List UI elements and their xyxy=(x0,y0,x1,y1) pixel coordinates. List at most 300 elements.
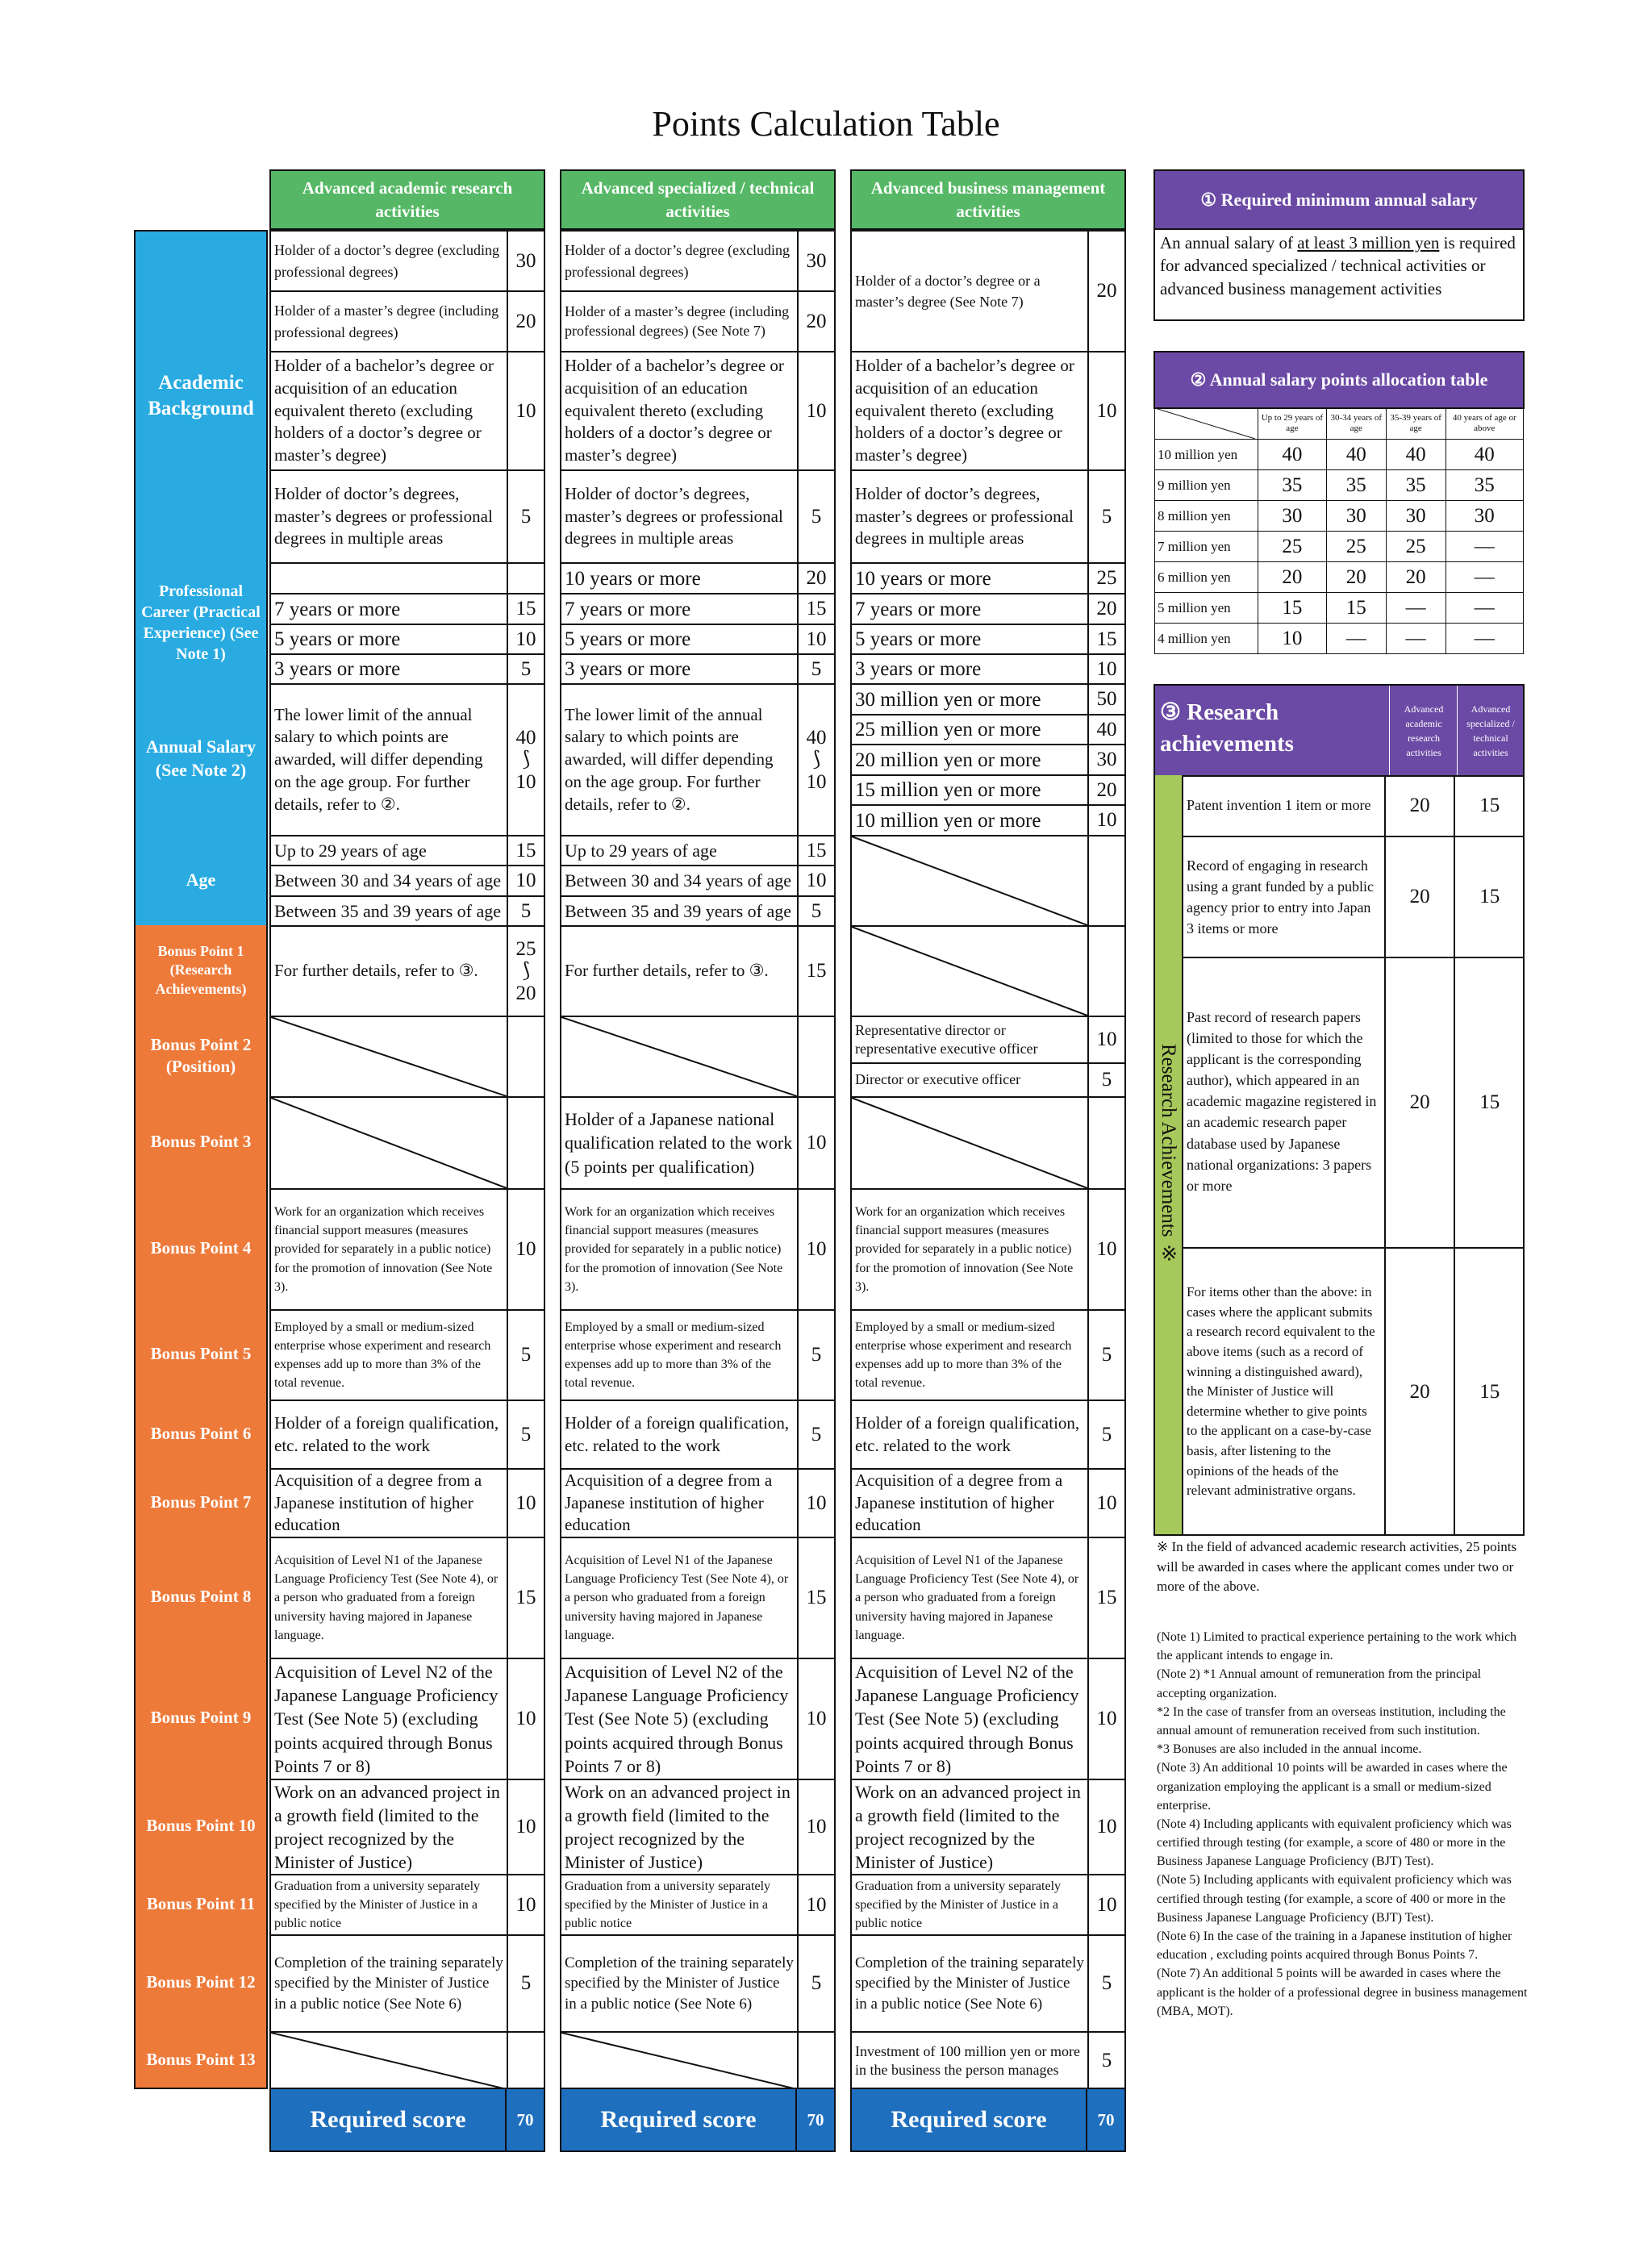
cell-points xyxy=(1087,1098,1124,1188)
empty-cell xyxy=(561,1017,797,1096)
category-bonus-6: Bonus Point 6 xyxy=(134,1400,268,1468)
cell-points: 10 xyxy=(1087,1190,1124,1309)
cell-points: 10 xyxy=(797,1190,834,1309)
age-header: 30-34 years of age xyxy=(1326,408,1386,440)
note: (Note 4) Including applicants with equivalent proficiency which was certified through testing (for example, a score of 480 or more in the Business Japanese Language Proficiency (BJT) Test). xyxy=(1157,1817,1512,1869)
cell-points xyxy=(1087,927,1124,1016)
salary-label: 8 million yen xyxy=(1155,501,1258,532)
cell-points: 10 xyxy=(797,1780,834,1874)
cell-text: Completion of the training separately specified by the Minister of Justice in a public notice (See Note 6) xyxy=(274,1954,503,2013)
research-row xyxy=(1183,957,1524,1247)
cell-points: 40 xyxy=(1087,715,1124,744)
salary-table-row xyxy=(1155,470,1524,501)
table-row xyxy=(561,925,834,1016)
note: (Note 1) Limited to practical experience pertaining to the work which the applicant intends to engage in. xyxy=(1157,1630,1517,1663)
salary-label: 9 million yen xyxy=(1155,470,1258,501)
cell-points: 15 xyxy=(797,594,834,624)
salary-allocation-table xyxy=(1154,407,1524,654)
category-salary: Annual Salary (See Note 2) xyxy=(134,683,268,835)
table-row xyxy=(271,2031,544,2089)
table-row xyxy=(561,351,834,469)
cell-points xyxy=(507,1098,544,1188)
salary-points: — xyxy=(1326,624,1386,654)
salary-points: 30 xyxy=(1446,501,1523,532)
table-row xyxy=(852,653,1124,683)
salary-points: 35 xyxy=(1386,470,1446,501)
cell-points: 10 xyxy=(797,1470,834,1537)
required-score-value: 70 xyxy=(1086,2089,1124,2150)
salary-points: 15 xyxy=(1258,593,1327,624)
cell-text: Up to 29 years of age xyxy=(565,840,717,861)
category-bonus-7: Bonus Point 7 xyxy=(134,1468,268,1537)
cell-points: 15 xyxy=(507,836,544,865)
cell-points: 10 xyxy=(1087,1659,1124,1779)
table-row xyxy=(561,895,834,925)
note: (Note 7) An additional 5 points will be awarded in cases where the applicant is the holder of a professional degree in business management (MBA, MOT). xyxy=(1157,1967,1528,2018)
cell-text: Investment of 100 million yen or more in the business the person manages xyxy=(855,2042,1080,2078)
cell-points: 30 xyxy=(1087,745,1124,774)
salary-points: — xyxy=(1446,532,1523,562)
required-score-academic xyxy=(269,2088,545,2152)
cell-text: Director or executive officer xyxy=(855,1071,1021,1088)
table-row xyxy=(271,1309,544,1400)
table-row xyxy=(852,925,1124,1016)
box2-header: ② Annual salary points allocation table xyxy=(1153,351,1525,409)
salary-table-row xyxy=(1155,624,1524,654)
cell-text: For further details, refer to ③. xyxy=(565,961,769,981)
cell-points: 5 xyxy=(507,655,544,683)
range-tilde: ⟆ xyxy=(812,749,820,771)
salary-points: — xyxy=(1446,562,1523,593)
table-row xyxy=(561,835,834,865)
cell-points: 5 xyxy=(507,471,544,562)
research-row xyxy=(1183,1247,1524,1535)
cell-points: 10 xyxy=(507,352,544,469)
table-row xyxy=(271,562,544,593)
cell-points xyxy=(507,564,544,593)
table-row xyxy=(852,1016,1124,1062)
table-row xyxy=(852,351,1124,469)
cell-text: Acquisition of Level N2 of the Japanese Language Proficiency Test (See Note 5) (excluding points acquired through Bonus Points 7 or 8) xyxy=(565,1662,789,1776)
cell-points: 10 xyxy=(1087,655,1124,683)
cell-text: Acquisition of a degree from a Japanese institution of higher education xyxy=(565,1470,773,1535)
cell-points xyxy=(507,2033,544,2089)
cell-points xyxy=(1087,836,1124,925)
cell-points: 15 xyxy=(507,594,544,624)
cell-points: 10 xyxy=(507,866,544,895)
cell-points: 10 xyxy=(1087,1017,1124,1062)
points-max: 40 xyxy=(806,726,827,749)
table-row xyxy=(561,2031,834,2089)
required-score-value: 70 xyxy=(505,2089,544,2150)
table-row xyxy=(271,624,544,653)
table-row xyxy=(271,351,544,469)
required-score-label: Required score xyxy=(310,2106,466,2133)
cell-points: 5 xyxy=(1087,1311,1124,1400)
cell-text: 10 million yen or more xyxy=(855,809,1041,832)
cell-text: Work for an organization which receives financial support measures (measures provided for separately in a public notice) for the promotion of innovation (See Note 3). xyxy=(274,1205,493,1294)
empty-cell xyxy=(271,2033,507,2089)
cell-points: 5 xyxy=(507,1936,544,2031)
table-row xyxy=(271,865,544,895)
salary-label: 4 million yen xyxy=(1155,624,1258,654)
salary-points: — xyxy=(1386,624,1446,654)
table-row xyxy=(852,804,1124,835)
table-row xyxy=(561,1096,834,1188)
table-row xyxy=(852,1400,1124,1468)
table-row xyxy=(852,714,1124,744)
cell-points: 10 xyxy=(507,1470,544,1537)
cell-text: Employed by a small or medium-sized enterprise whose experiment and research expenses add up to more than 3% of the total revenue. xyxy=(274,1320,491,1391)
table-row xyxy=(561,290,834,351)
cell-text: Acquisition of Level N1 of the Japanese Language Proficiency Test (See Note 4), or a person who graduated from a foreign university having majored in Japanese language. xyxy=(855,1554,1079,1642)
cell-text: 10 years or more xyxy=(855,567,991,590)
cell-points: 10 xyxy=(797,866,834,895)
cell-points: 10 xyxy=(1087,1470,1124,1537)
table-row xyxy=(561,1934,834,2031)
range-tilde: ⟆ xyxy=(522,749,530,771)
cell-text: Completion of the training separately specified by the Minister of Justice in a public notice (See Note 6) xyxy=(855,1954,1084,2013)
salary-points: 30 xyxy=(1386,501,1446,532)
cell-points: 5 xyxy=(1087,471,1124,562)
salary-points: 20 xyxy=(1386,562,1446,593)
table-row xyxy=(271,683,544,835)
cell-points: 5 xyxy=(507,897,544,925)
cell-points: 25 xyxy=(1087,564,1124,593)
salary-points: 40 xyxy=(1446,440,1523,470)
column-header-specialized: Advanced specialized / technical activities xyxy=(560,169,836,230)
salary-points: 25 xyxy=(1386,532,1446,562)
table-row xyxy=(852,1188,1124,1309)
diagonal-cell xyxy=(1155,408,1258,440)
cell-text: Representative director or representative executive officer xyxy=(855,1021,1038,1057)
cell-text: Employed by a small or medium-sized enterprise whose experiment and research expenses add up to more than 3% of the total revenue. xyxy=(565,1320,782,1391)
cell-points: 5 xyxy=(1087,1064,1124,1096)
table-row xyxy=(271,835,544,865)
cell-text xyxy=(271,564,507,593)
research-points-specialized: 15 xyxy=(1479,1091,1500,1113)
table-row xyxy=(852,1309,1124,1400)
cell-text: Between 30 and 34 years of age xyxy=(274,870,502,891)
salary-label: 10 million yen xyxy=(1155,440,1258,470)
empty-cell xyxy=(852,927,1087,1016)
cell-text: Work on an advanced project in a growth field (limited to the project recognized by the Minister of Justice) xyxy=(274,1781,500,1873)
note: (Note 3) An additional 10 points will be awarded in cases where the organization employing the applicant is a small or medium-sized enterprise. xyxy=(1157,1761,1508,1813)
research-text: Record of engaging in research using a grant funded by a public agency prior to entry into Japan 3 items or more xyxy=(1183,837,1386,957)
cell-text: Holder of a foreign qualification, etc. related to the work xyxy=(274,1412,499,1455)
cell-points: 15 xyxy=(797,836,834,865)
cell-text: 5 years or more xyxy=(565,628,691,650)
table-row xyxy=(852,1779,1124,1874)
table-row xyxy=(852,593,1124,624)
research-points-specialized: 15 xyxy=(1479,1380,1500,1403)
empty-cell xyxy=(852,1098,1087,1188)
cell-text: Between 30 and 34 years of age xyxy=(565,870,792,891)
table-row xyxy=(271,230,544,290)
cell-points: 10 xyxy=(797,1098,834,1188)
cell-text: Acquisition of a degree from a Japanese institution of higher education xyxy=(855,1470,1063,1535)
cell-text: Work for an organization which receives financial support measures (measures provided for separately in a public notice) for the promotion of innovation (See Note 3). xyxy=(855,1205,1074,1294)
table-row xyxy=(561,653,834,683)
note: (Note 5) Including applicants with equivalent proficiency which was certified through testing (for example, a score of 400 or more in the Business Japanese Language Proficiency (BJT) Test). xyxy=(1157,1873,1512,1925)
salary-label: 6 million yen xyxy=(1155,562,1258,593)
points-max: 40 xyxy=(515,726,536,749)
category-bonus-9: Bonus Point 9 xyxy=(134,1658,268,1779)
salary-points: — xyxy=(1386,593,1446,624)
table-row xyxy=(271,593,544,624)
category-bonus-1: Bonus Point 1 (Research Achievements) xyxy=(134,925,268,1016)
cell-points: 5 xyxy=(507,1311,544,1400)
age-header: 40 years of age or above xyxy=(1446,408,1523,440)
table-row xyxy=(561,1468,834,1537)
research-row xyxy=(1183,836,1524,957)
category-bonus-10: Bonus Point 10 xyxy=(134,1779,268,1874)
cell-text: Graduation from a university separately specified by the Minister of Justice in a public notice xyxy=(565,1879,771,1931)
age-header: 35-39 years of age xyxy=(1386,408,1446,440)
table-row xyxy=(561,1537,834,1658)
cell-points: 15 xyxy=(797,927,834,1016)
category-bonus-13: Bonus Point 13 xyxy=(134,2031,268,2089)
box3-side-band xyxy=(1155,775,1183,1534)
table-row xyxy=(271,469,544,562)
points-min: 10 xyxy=(806,770,827,793)
cell-text: 3 years or more xyxy=(565,658,691,680)
table-row xyxy=(852,624,1124,653)
cell-text: Between 35 and 39 years of age xyxy=(565,900,792,921)
cell-text: The lower limit of the annual salary to which points are awarded, will differ depending on the age group. For further details, refer to ②. xyxy=(274,704,483,814)
table-row xyxy=(271,1016,544,1096)
table-row xyxy=(852,683,1124,714)
cell-points: 5 xyxy=(797,655,834,683)
empty-cell xyxy=(271,1017,507,1096)
cell-text: Work on an advanced project in a growth field (limited to the project recognized by the Minister of Justice) xyxy=(565,1781,791,1873)
salary-points: — xyxy=(1446,624,1523,654)
salary-table-row xyxy=(1155,501,1524,532)
column-header-business: Advanced business management activities xyxy=(850,169,1126,230)
cell-text: 3 years or more xyxy=(274,658,401,680)
table-row xyxy=(852,2031,1124,2089)
research-text: For items other than the above: in cases where the applicant submits a research record equivalent to the above items (such as a record of winning a distinguished award), the Minister of Justice will determine whether to give points to the applicant on a case-by-case basis, after listening to the opinions of the heads of the relevant administrative organs. xyxy=(1183,1249,1386,1535)
table-row xyxy=(852,1468,1124,1537)
salary-points: 30 xyxy=(1326,501,1386,532)
cell-text: Holder of a bachelor’s degree or acquisition of an education equivalent thereto (excluding holders of a doctor’s degree or master’s degree) xyxy=(855,356,1074,465)
cell-text: Holder of doctor’s degrees, master’s degrees or professional degrees in multiple areas xyxy=(565,483,783,549)
cell-points: 30 xyxy=(797,232,834,290)
table-row xyxy=(852,1934,1124,2031)
required-score-label: Required score xyxy=(600,2106,757,2133)
category-bonus-2: Bonus Point 2 (Position) xyxy=(134,1016,268,1096)
cell-points: 15 xyxy=(1087,625,1124,653)
cell-points: 15 xyxy=(797,1538,834,1658)
required-score-value: 70 xyxy=(795,2089,834,2150)
table-row xyxy=(561,1779,834,1874)
page-title: Points Calculation Table xyxy=(652,104,1000,144)
table-row xyxy=(271,1934,544,2031)
cell-text: Holder of doctor’s degrees, master’s degrees or professional degrees in multiple areas xyxy=(855,483,1074,549)
table-row xyxy=(271,1188,544,1309)
box1-text: is required for advanced specialized / technical activities or advanced business management activities xyxy=(1160,233,1516,298)
cell-text: Holder of a bachelor’s degree or acquisition of an education equivalent thereto (excluding holders of a doctor’s degree or master’s degree) xyxy=(565,356,784,465)
empty-cell xyxy=(271,1098,507,1188)
table-row xyxy=(561,1309,834,1400)
salary-label: 7 million yen xyxy=(1155,532,1258,562)
table-row xyxy=(561,624,834,653)
cell-text: Acquisition of Level N2 of the Japanese Language Proficiency Test (See Note 5) (excluding points acquired through Bonus Points 7 or 8) xyxy=(274,1662,499,1776)
table-row xyxy=(271,895,544,925)
box1-header: ① Required minimum annual salary xyxy=(1153,169,1525,230)
cell-text: Acquisition of Level N2 of the Japanese Language Proficiency Test (See Note 5) (excluding points acquired through Bonus Points 7 or 8) xyxy=(855,1662,1079,1776)
table-row xyxy=(271,1096,544,1188)
table-row xyxy=(271,1658,544,1779)
category-bonus-11: Bonus Point 11 xyxy=(134,1874,268,1934)
cell-points: 10 xyxy=(1087,806,1124,835)
cell-text: Acquisition of a degree from a Japanese institution of higher education xyxy=(274,1470,482,1535)
box1-text: An annual salary of xyxy=(1160,233,1298,252)
cell-text: Acquisition of Level N1 of the Japanese Language Proficiency Test (See Note 4), or a person who graduated from a foreign university having majored in Japanese language. xyxy=(274,1554,499,1642)
research-text: Patent invention 1 item or more xyxy=(1183,775,1386,836)
research-points-specialized: 15 xyxy=(1479,886,1500,907)
cell-text: 25 million yen or more xyxy=(855,719,1041,740)
table-row xyxy=(561,230,834,290)
table-row xyxy=(271,1400,544,1468)
cell-points: 5 xyxy=(797,1936,834,2031)
cell-text: Work on an advanced project in a growth field (limited to the project recognized by the Minister of Justice) xyxy=(855,1781,1081,1873)
cell-points: 20 xyxy=(797,292,834,351)
points-min: 10 xyxy=(515,770,536,793)
column-specialized xyxy=(560,230,836,2089)
cell-text: Holder of a bachelor’s degree or acquisition of an education equivalent thereto (excluding holders of a doctor’s degree or master’s degree) xyxy=(274,356,494,465)
cell-text: Up to 29 years of age xyxy=(274,840,427,861)
table-row xyxy=(852,835,1124,925)
table-row xyxy=(561,593,834,624)
table-row xyxy=(561,1016,834,1096)
salary-points: 15 xyxy=(1326,593,1386,624)
research-text: Past record of research papers (limited to those for which the applicant is the corresponding author), which appeared in an academic magazine registered in an academic research paper database used by Japanese national organizations: 3 papers or more xyxy=(1183,958,1386,1247)
table-row xyxy=(271,925,544,1016)
box3-side-label: Research Achievements ※ xyxy=(1158,1044,1179,1266)
salary-points: 40 xyxy=(1326,440,1386,470)
research-points-academic: 20 xyxy=(1386,1249,1456,1535)
table-row xyxy=(852,744,1124,774)
cell-text: 7 years or more xyxy=(565,598,691,620)
category-bonus-8: Bonus Point 8 xyxy=(134,1537,268,1658)
salary-points: 20 xyxy=(1326,562,1386,593)
table-row xyxy=(271,290,544,351)
points-max: 25 xyxy=(515,937,536,960)
cell-points: 5 xyxy=(1087,1936,1124,2031)
cell-text: Acquisition of Level N1 of the Japanese Language Proficiency Test (See Note 4), or a person who graduated from a foreign university having majored in Japanese language. xyxy=(565,1554,789,1642)
table-row xyxy=(271,1874,544,1934)
cell-points: 5 xyxy=(1087,2033,1124,2089)
box3-col-header: Advanced specialized / technical activities xyxy=(1457,686,1524,775)
cell-text: 3 years or more xyxy=(855,658,982,680)
research-points-academic: 20 xyxy=(1386,837,1456,957)
cell-text: Holder of a foreign qualification, etc. related to the work xyxy=(855,1412,1080,1455)
table-row xyxy=(852,774,1124,804)
cell-points: 5 xyxy=(797,1401,834,1468)
cell-text: Holder of a doctor’s degree (excluding professional degrees) xyxy=(274,242,500,280)
cell-text: 10 years or more xyxy=(565,567,701,590)
cell-text: Holder of a doctor’s degree or a master’s degree (See Note 7) xyxy=(855,272,1041,310)
table-row xyxy=(852,1537,1124,1658)
cell-text: Employed by a small or medium-sized enterprise whose experiment and research expenses add up to more than 3% of the total revenue. xyxy=(855,1320,1072,1391)
cell-points xyxy=(797,1017,834,1096)
cell-points: 10 xyxy=(1087,1780,1124,1874)
table-row xyxy=(561,683,834,835)
cell-text: The lower limit of the annual salary to which points are awarded, will differ depending on the age group. For further details, refer to ②. xyxy=(565,704,774,814)
table-row xyxy=(561,469,834,562)
cell-points: 20 xyxy=(797,564,834,593)
cell-text: 7 years or more xyxy=(274,598,401,620)
cell-points: 15 xyxy=(507,1538,544,1658)
salary-table-header-row xyxy=(1155,408,1524,440)
cell-text: 5 years or more xyxy=(274,628,401,650)
table-row xyxy=(852,562,1124,593)
category-career: Professional Career (Practical Experience) (See Note 1) xyxy=(134,562,268,683)
category-bonus-4: Bonus Point 4 xyxy=(134,1188,268,1309)
cell-points: 50 xyxy=(1087,685,1124,714)
notes xyxy=(1157,1628,1528,2021)
cell-points xyxy=(507,685,544,835)
salary-table-row xyxy=(1155,562,1524,593)
required-score-label: Required score xyxy=(891,2106,1047,2133)
research-points-specialized: 15 xyxy=(1479,794,1500,816)
cell-points: 20 xyxy=(1087,776,1124,804)
empty-cell xyxy=(561,2033,797,2089)
cell-points: 5 xyxy=(797,471,834,562)
cell-points: 10 xyxy=(507,1875,544,1934)
points-min: 20 xyxy=(515,982,536,1004)
salary-points: 40 xyxy=(1258,440,1327,470)
category-bonus-5: Bonus Point 5 xyxy=(134,1309,268,1400)
cell-points xyxy=(507,1017,544,1096)
note: (Note 6) In the case of the training in a Japanese institution of higher education , excluding points acquired through Bonus Points 7. xyxy=(1157,1929,1512,1963)
research-points-academic: 20 xyxy=(1386,775,1456,836)
salary-table-row xyxy=(1155,593,1524,624)
salary-points: 30 xyxy=(1258,501,1327,532)
note: *3 Bonuses are also included in the annual income. xyxy=(1157,1742,1422,1757)
cell-points: 20 xyxy=(507,292,544,351)
table-row xyxy=(852,469,1124,562)
cell-points: 15 xyxy=(1087,1538,1124,1658)
box3-col-header: Advanced academic research activities xyxy=(1389,686,1458,775)
cell-text: Between 35 and 39 years of age xyxy=(274,900,502,921)
column-academic xyxy=(269,230,545,2089)
box3-header xyxy=(1153,684,1525,777)
box1-text-emphasis: at least 3 million yen xyxy=(1297,233,1440,252)
column-header-academic: Advanced academic research activities xyxy=(269,169,545,230)
cell-points xyxy=(507,927,544,1016)
research-footnote: ※ In the field of advanced academic research activities, 25 points will be awarded in cases where the applicant comes under two or more of the above. xyxy=(1157,1539,1517,1595)
table-row xyxy=(852,1062,1124,1096)
cell-points: 5 xyxy=(797,897,834,925)
cell-points xyxy=(797,2033,834,2089)
cell-text: Holder of doctor’s degrees, master’s degrees or professional degrees in multiple areas xyxy=(274,483,493,549)
salary-points: 35 xyxy=(1326,470,1386,501)
table-row xyxy=(852,1658,1124,1779)
cell-points: 10 xyxy=(797,1659,834,1779)
cell-text: Holder of a master’s degree (including professional degrees) (See Note 7) xyxy=(565,303,790,339)
table-row xyxy=(271,1537,544,1658)
note: (Note 2) *1 Annual amount of remuneration from the principal accepting organization. xyxy=(1157,1667,1482,1700)
table-row xyxy=(561,1188,834,1309)
table-row xyxy=(271,1468,544,1537)
salary-points: 25 xyxy=(1258,532,1327,562)
cell-text: 15 million yen or more xyxy=(855,779,1041,801)
salary-points: 35 xyxy=(1446,470,1523,501)
table-row xyxy=(561,1658,834,1779)
table-row xyxy=(852,230,1124,351)
